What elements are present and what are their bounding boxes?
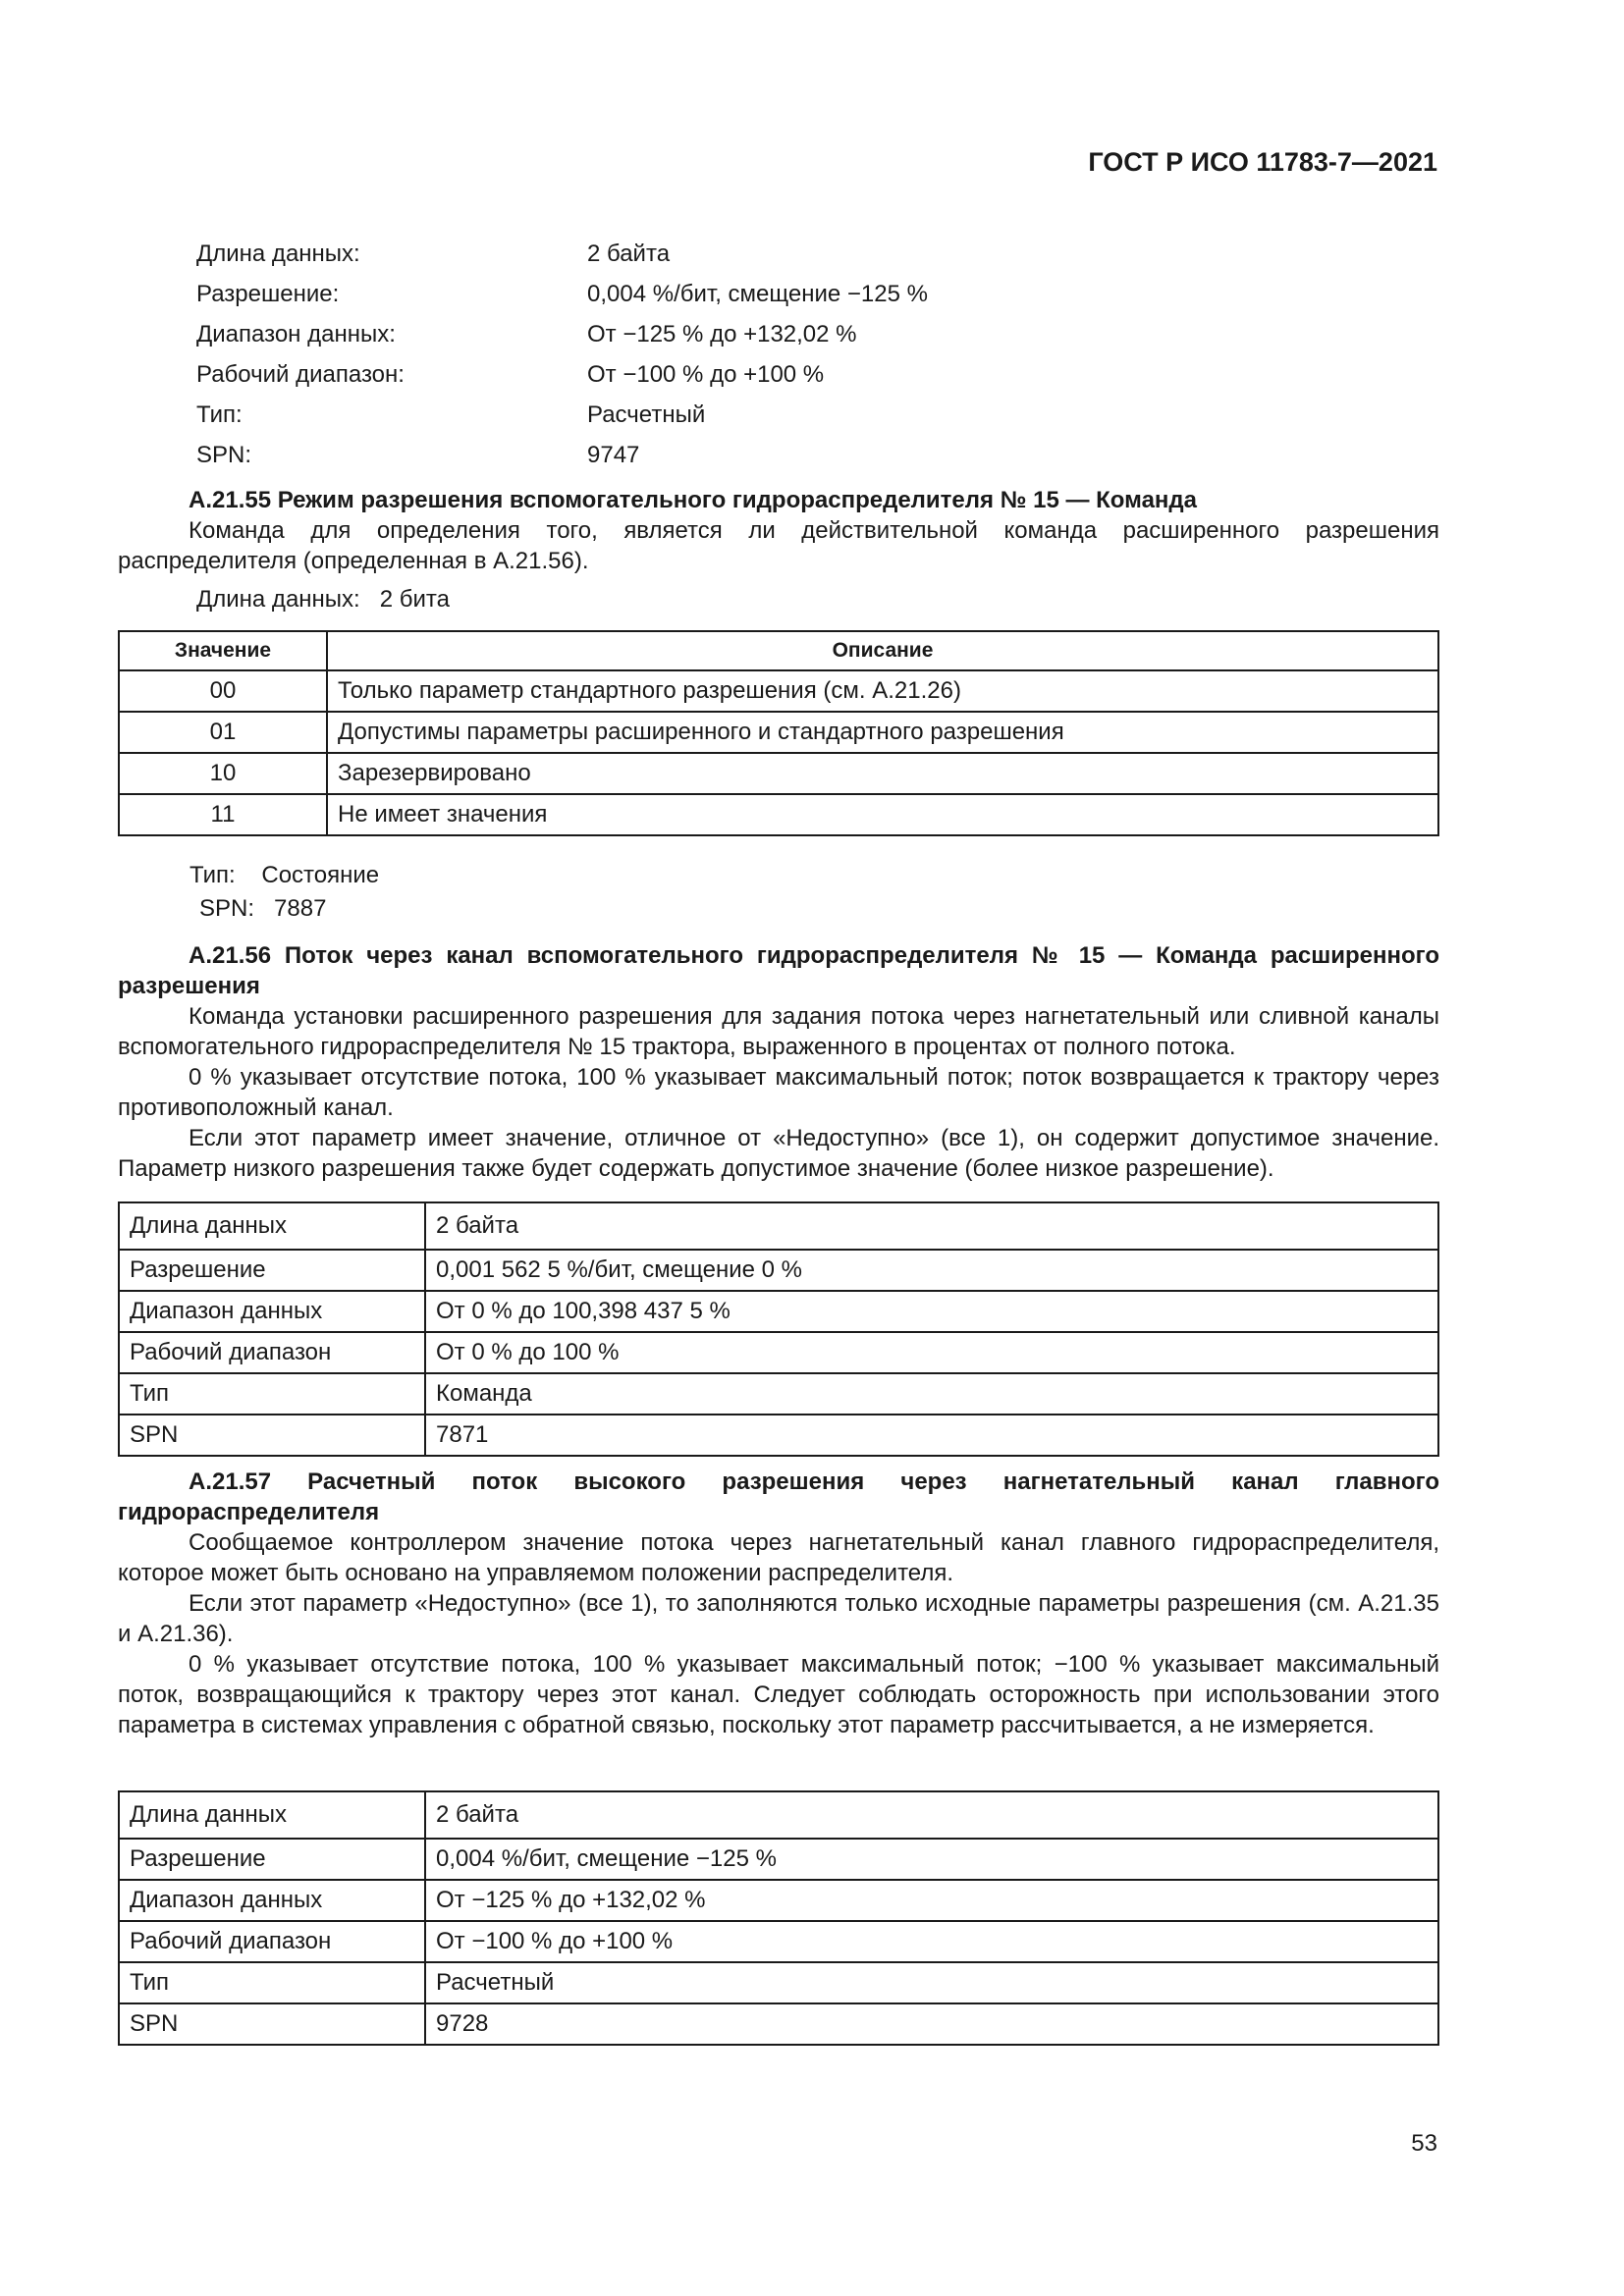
table-cell-value: 0,001 562 5 %/бит, смещение 0 % (425, 1250, 1438, 1291)
table-header-value: Значение (119, 631, 327, 670)
table-row (119, 1250, 1438, 1291)
table-cell-value: 10 (119, 753, 327, 794)
parameters-table (118, 1201, 1439, 1457)
table-cell-value: От 0 % до 100 % (425, 1332, 1438, 1373)
section-paragraph: 0 % указывает отсутствие потока, 100 % указывает максимальный поток; −100 % указывает максимальный поток, возвращающийся к трактору через этот канал. Следует соблюдать осторожность при использовании этого параметра в системах управления с обратной связью, поскольку этот параметр рассчитывается, а не измеряется. (118, 1651, 1439, 1738)
param-label: Длина данных: (196, 240, 360, 267)
param-value: От −125 % до +132,02 % (587, 320, 857, 347)
table-cell-label: SPN (119, 2003, 425, 2045)
spn-line (199, 894, 326, 924)
param-row (196, 435, 1080, 475)
table-row (119, 1202, 1438, 1250)
table-row (119, 1839, 1438, 1880)
section-heading: A.21.57 Расчетный поток высокого разрешения через нагнетательный канал главного гидрораспределителя (118, 1468, 1439, 1525)
table-cell-label: Разрешение (119, 1250, 425, 1291)
table-cell-label: SPN (119, 1415, 425, 1456)
table-cell-label: Тип (119, 1962, 425, 2003)
param-label: Диапазон данных: (196, 320, 396, 347)
param-label: SPN: (196, 441, 252, 468)
table-cell-value: От −125 % до +132,02 % (425, 1880, 1438, 1921)
section-paragraph: Команда для определения того, является ли действительной команда расширенного разрешения распределителя (определенная в A.21.56). (118, 517, 1439, 574)
top-parameter-list (196, 234, 1080, 475)
table-row (119, 1291, 1438, 1332)
param-row (196, 274, 1080, 314)
param-value: От −100 % до +100 % (587, 360, 825, 388)
param-value: 0,004 %/бит, смещение −125 % (587, 280, 928, 307)
param-label: Рабочий диапазон: (196, 360, 405, 388)
param-value: Расчетный (587, 400, 706, 428)
param-row (196, 234, 1080, 274)
table-cell-value: 0,004 %/бит, смещение −125 % (425, 1839, 1438, 1880)
table-cell-label: Рабочий диапазон (119, 1332, 425, 1373)
table-row (119, 1921, 1438, 1962)
section-paragraph: Команда установки расширенного разрешения для задания потока через нагнетательный или сливной каналы вспомогательного гидрораспределителя № 15 трактора, выраженного в процентах от полного потока. (118, 1003, 1439, 1060)
table-row (119, 1962, 1438, 2003)
type-label: Тип: (189, 862, 236, 888)
table-cell-value: 00 (119, 670, 327, 712)
param-row (196, 314, 1080, 354)
table-row (119, 712, 1438, 753)
table-cell-value: 9728 (425, 2003, 1438, 2045)
param-row (196, 395, 1080, 435)
table-cell-value: Расчетный (425, 1962, 1438, 2003)
section-a21-56 (118, 940, 1439, 1184)
section-a21-57 (118, 1467, 1439, 1740)
table-cell-value: 01 (119, 712, 327, 753)
table-cell-value: От 0 % до 100,398 437 5 % (425, 1291, 1438, 1332)
table-row (119, 1373, 1438, 1415)
param-label: Разрешение: (196, 280, 340, 307)
table-cell-value: 11 (119, 794, 327, 835)
table-cell-value: От −100 % до +100 % (425, 1921, 1438, 1962)
section-paragraph: Если этот параметр имеет значение, отличное от «Недоступно» (все 1), он содержит допустимое значение. Параметр низкого разрешения также будет содержать допустимое значение (более низкое разрешение). (118, 1125, 1439, 1182)
table-row (119, 1415, 1438, 1456)
spn-value: 7887 (274, 895, 327, 922)
table-row (119, 794, 1438, 835)
table-cell-label: Рабочий диапазон (119, 1921, 425, 1962)
table-cell-value: 7871 (425, 1415, 1438, 1456)
table-cell-label: Диапазон данных (119, 1880, 425, 1921)
table-header-row (119, 631, 1438, 670)
table-cell-description: Не имеет значения (327, 794, 1438, 835)
type-line (189, 861, 379, 890)
section-a21-55 (118, 485, 1439, 576)
section-paragraph: Сообщаемое контроллером значение потока через нагнетательный канал главного гидрораспределителя, которое может быть основано на управляемом положении распределителя. (118, 1529, 1439, 1586)
table-cell-label: Диапазон данных (119, 1291, 425, 1332)
table-cell-label: Тип (119, 1373, 425, 1415)
param-label: Тип: (196, 400, 243, 428)
data-length-value: 2 бита (379, 586, 450, 613)
data-length-label: Длина данных: (196, 586, 360, 613)
type-value: Состояние (261, 862, 380, 888)
param-row (196, 354, 1080, 395)
table-cell-value: Команда (425, 1373, 1438, 1415)
table-cell-value: 2 байта (425, 1202, 1438, 1250)
data-length-line (196, 585, 450, 614)
spn-label: SPN: (199, 895, 255, 922)
table-row (119, 670, 1438, 712)
values-table (118, 630, 1439, 836)
section-paragraph: 0 % указывает отсутствие потока, 100 % указывает максимальный поток; поток возвращается к трактору через противоположный канал. (118, 1064, 1439, 1121)
document-code-header: ГОСТ Р ИСО 11783-7—2021 (1088, 147, 1437, 177)
table-cell-description: Допустимы параметры расширенного и стандартного разрешения (327, 712, 1438, 753)
section-paragraph: Если этот параметр «Недоступно» (все 1), то заполняются только исходные параметры разрешения (см. A.21.35 и A.21.36). (118, 1590, 1439, 1647)
table-cell-description: Только параметр стандартного разрешения (см. A.21.26) (327, 670, 1438, 712)
parameters-table (118, 1790, 1439, 2046)
table-row (119, 1791, 1438, 1839)
param-value: 9747 (587, 441, 640, 468)
table-row (119, 753, 1438, 794)
table-row (119, 1880, 1438, 1921)
table-cell-description: Зарезервировано (327, 753, 1438, 794)
table-cell-label: Разрешение (119, 1839, 425, 1880)
table-cell-label: Длина данных (119, 1791, 425, 1839)
table-cell-value: 2 байта (425, 1791, 1438, 1839)
param-value: 2 байта (587, 240, 671, 267)
table-cell-label: Длина данных (119, 1202, 425, 1250)
page-number: 53 (1411, 2130, 1437, 2157)
section-heading: A.21.56 Поток через канал вспомогательного гидрораспределителя № 15 — Команда расширенного разрешения (118, 942, 1439, 999)
section-heading: A.21.55 Режим разрешения вспомогательного гидрораспределителя № 15 — Команда (189, 487, 1197, 513)
table-row (119, 1332, 1438, 1373)
table-row (119, 2003, 1438, 2045)
table-header-description: Описание (327, 631, 1438, 670)
